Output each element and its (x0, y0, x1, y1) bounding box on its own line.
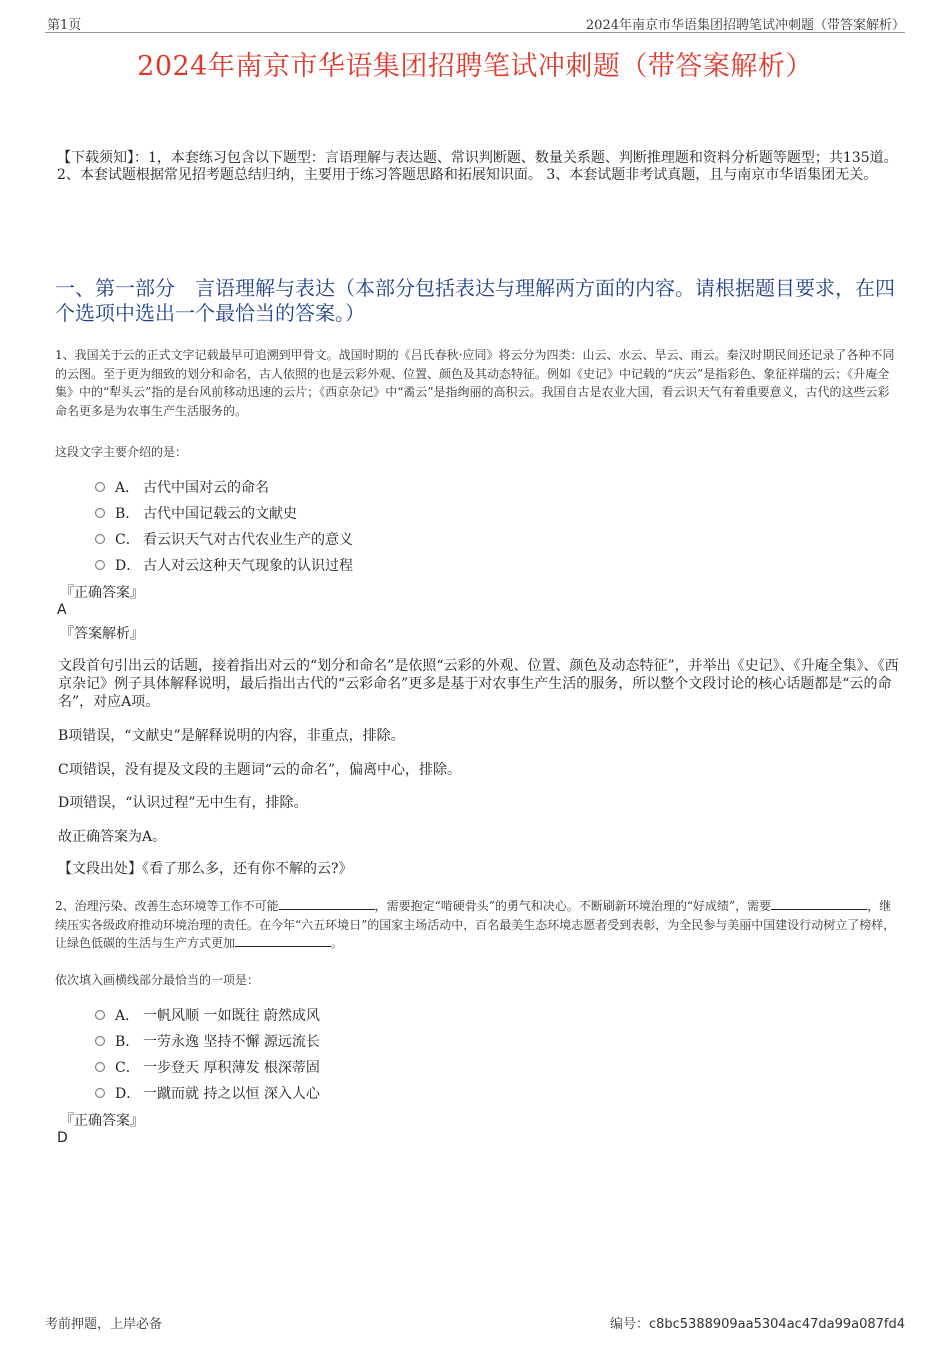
question-1-conclusion: 故正确答案为A。 (58, 829, 167, 845)
radio-icon[interactable] (95, 508, 105, 518)
radio-icon[interactable] (95, 482, 105, 492)
footer-code-value: c8bc5388909aa5304ac47da99a087fd4 (648, 1317, 905, 1332)
option-text: 一蹴而就 持之以恒 深入人心 (143, 1086, 320, 1102)
header-doc-title: 2024年南京市华语集团招聘笔试冲刺题（带答案解析） (585, 18, 905, 33)
question-2-prompt: 依次填入画横线部分最恰当的一项是： (55, 973, 260, 987)
question-2-option-c[interactable] (95, 1057, 320, 1077)
option-text: 一帆风顺 一如既往 蔚然成风 (143, 1008, 320, 1024)
question-2-option-a[interactable] (95, 1005, 320, 1025)
footer-code-label: 编号： (609, 1317, 649, 1332)
question-2-option-d[interactable] (95, 1083, 320, 1103)
option-letter: C． (115, 1060, 140, 1076)
radio-icon[interactable] (95, 534, 105, 544)
question-1-source: 【文段出处】《看了那么多，还有你不解的云?》 (58, 861, 353, 877)
question-2-stem (55, 897, 900, 953)
fill-blank[interactable] (279, 898, 375, 910)
fill-blank[interactable] (771, 898, 867, 910)
option-text: 一劳永逸 坚持不懈 源远流长 (143, 1034, 320, 1050)
section-heading: 一、第一部分 言语理解与表达（本部分包括表达与理解两方面的内容。请根据题目要求，在四个选项中选出一个最恰当的答案。） (55, 276, 895, 325)
stem-part: 2、治理污染、改善生态环境等工作不可能 (55, 899, 279, 913)
radio-icon[interactable] (95, 560, 105, 570)
radio-icon[interactable] (95, 1088, 105, 1098)
radio-icon[interactable] (95, 1036, 105, 1046)
option-text: 一步登天 厚积薄发 根深蒂固 (143, 1060, 320, 1076)
fill-blank[interactable] (235, 935, 331, 947)
question-1-option-b[interactable] (95, 503, 297, 523)
page-number: 第1页 (47, 18, 82, 33)
question-1-analysis-label: 『答案解析』 (60, 626, 144, 642)
footer-slogan: 考前押题，上岸必备 (45, 1317, 163, 1332)
question-1-analysis-b: B项错误，“文献史”是解释说明的内容，非重点，排除。 (58, 728, 405, 744)
stem-part: 。 (331, 936, 344, 950)
question-1-analysis-main: 文段首句引出云的话题，接着指出对云的“划分和命名”是依照“云彩的外观、位置、颜色及动态特征”，并举出《史记》、《升庵全集》、《西京杂记》例子具体解释说明，最后指出古代的“云彩命名”更多是基于对农事生产生活的服务，所以整个文段讨论的核心话题都是“云的命名”，对应A项。 (58, 658, 899, 710)
header-divider (45, 32, 905, 33)
question-1-answer-label: 『正确答案』 (60, 585, 144, 601)
footer-code (610, 1313, 905, 1332)
question-1-stem: 1、我国关于云的正式文字记载最早可追溯到甲骨文。战国时期的《吕氏春秋·应同》将云分为四类：山云、水云、旱云、雨云。秦汉时期民间还记录了各种不同的云图。至于更为细致的划分和命名，古人依照的也是云彩外观、位置、颜色及其动态特征。例如《史记》中记载的“庆云”是指彩色、象征祥瑞的云；《升庵全集》中的“犁头云”指的是台风前移动迅速的云片；《西京杂记》中“矞云”是指绚丽的高积云。我国自古是农业大国，看云识天气有着重要意义，古代的这些云彩命名更多是为农事生产生活服务的。 (55, 348, 895, 418)
option-letter: D． (115, 1086, 141, 1102)
document-title: 2024年南京市华语集团招聘笔试冲刺题（带答案解析） (137, 51, 813, 82)
question-1-prompt: 这段文字主要介绍的是： (55, 445, 188, 459)
download-notice: 【下载须知】：1，本套练习包含以下题型：言语理解与表达题、常识判断题、数量关系题、判断推理题和资料分析题等题型；共135道。 2、本套试题根据常见招考题总结归纳，主要用于练习答题思路和拓展知识面。 3、本套试题非考试真题，且与南京市华语集团无关。 (57, 150, 898, 183)
option-letter: B． (115, 1034, 140, 1050)
question-1-analysis-c: C项错误，没有提及文段的主题词“云的命名”，偏离中心，排除。 (58, 762, 462, 778)
option-text: 古代中国对云的命名 (143, 480, 269, 496)
question-1-analysis-d: D项错误，“认识过程”无中生有，排除。 (58, 795, 308, 811)
stem-part: ，需要抱定“啃硬骨头”的勇气和决心。不断刷新环境治理的“好成绩”，需要 (374, 899, 772, 913)
option-text: 看云识天气对古代农业生产的意义 (143, 532, 353, 548)
option-text: 古代中国记载云的文献史 (143, 506, 297, 522)
question-1-option-c[interactable] (95, 529, 353, 549)
question-2-answer-label: 『正确答案』 (60, 1113, 144, 1129)
question-1-option-d[interactable] (95, 555, 353, 575)
radio-icon[interactable] (95, 1010, 105, 1020)
option-letter: D． (115, 558, 141, 574)
radio-icon[interactable] (95, 1062, 105, 1072)
question-1-option-a[interactable] (95, 477, 269, 497)
option-letter: B． (115, 506, 140, 522)
option-text: 古人对云这种天气现象的认识过程 (143, 558, 353, 574)
question-2-answer: D (57, 1130, 68, 1146)
question-2-option-b[interactable] (95, 1031, 320, 1051)
option-letter: A． (115, 1008, 140, 1024)
option-letter: A． (115, 480, 140, 496)
option-letter: C． (115, 532, 140, 548)
stem-part: ，继续压实各级政府推动环境治理的责任。在今年“六五环境日”的国家主场活动中，百名最美生态环境志愿者受到表彰，为全民参与美丽中国建设行动树立了榜样，让绿色低碳的生活与生产方式更加 (55, 899, 896, 950)
question-1-answer: A (57, 602, 67, 618)
